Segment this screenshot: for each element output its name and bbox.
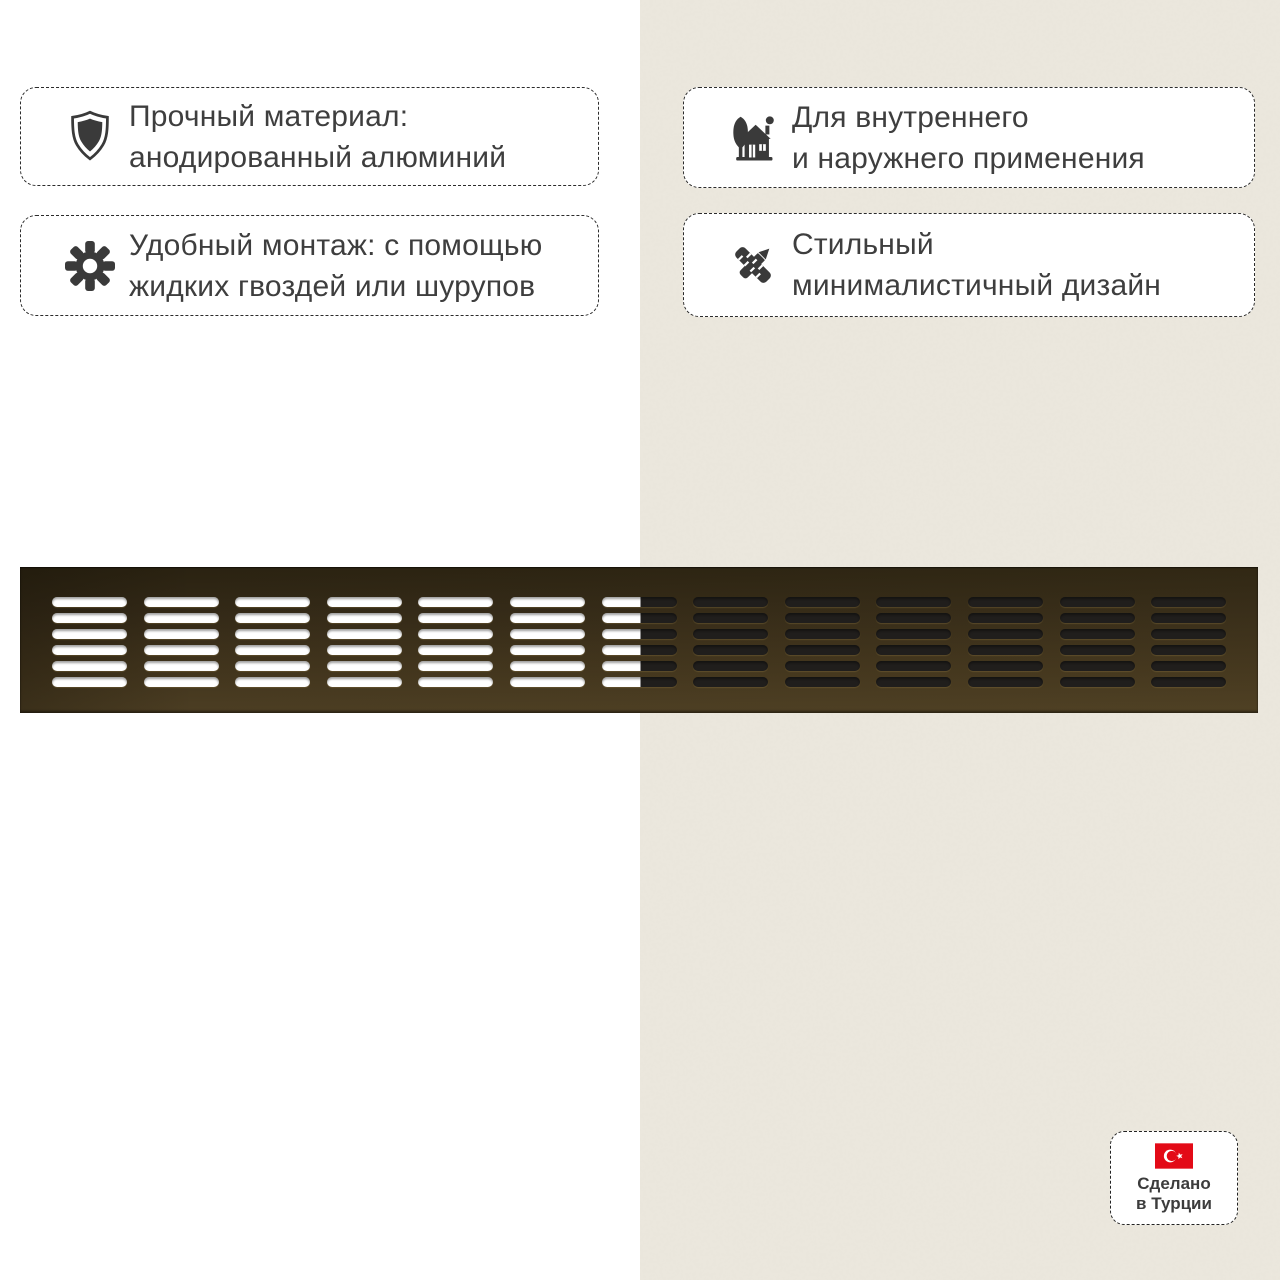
grille-slot	[876, 629, 951, 639]
grille-slot	[327, 645, 402, 655]
grille-slot	[144, 661, 219, 671]
grille-slot	[52, 613, 127, 623]
grille-slot	[327, 629, 402, 639]
grille-slot	[785, 677, 860, 687]
grille-slot	[510, 677, 585, 687]
grille-slot	[876, 661, 951, 671]
grille-slot	[785, 613, 860, 623]
made-in-turkey-badge	[1110, 1131, 1238, 1225]
grille-slot	[144, 645, 219, 655]
grille-slot	[1060, 613, 1135, 623]
grille-slot	[418, 661, 493, 671]
feature-text-line: минималистичный дизайн	[792, 269, 1162, 302]
feature-card-design	[683, 213, 1255, 317]
feature-text-line: Прочный материал:	[129, 99, 409, 133]
grille-slot	[418, 677, 493, 687]
grille-slot	[1151, 677, 1226, 687]
grille-slot	[510, 597, 585, 607]
grille-slot	[52, 645, 127, 655]
grille-slot	[876, 613, 951, 623]
shield-icon	[63, 106, 117, 168]
grille-slot	[693, 629, 768, 639]
grille-slot	[1060, 645, 1135, 655]
grille-slot	[785, 645, 860, 655]
grille-slot	[52, 597, 127, 607]
grille-slot	[235, 597, 310, 607]
feature-card-material	[20, 87, 599, 186]
badge-text-line: в Турции	[1136, 1193, 1212, 1213]
grille-slot	[785, 661, 860, 671]
grille-slot	[785, 597, 860, 607]
grille-slot	[418, 597, 493, 607]
grille-slot	[144, 677, 219, 687]
grille-slot	[602, 629, 677, 639]
grille-slot	[968, 645, 1043, 655]
grille-slot	[52, 677, 127, 687]
feature-text-line: Стильный	[792, 228, 934, 261]
badge-text-line: Сделано	[1137, 1173, 1211, 1193]
grille-slot	[876, 677, 951, 687]
turkey-flag-icon	[1155, 1143, 1193, 1169]
grille-slot	[1060, 661, 1135, 671]
grille-slot	[602, 677, 677, 687]
grille-slot	[235, 677, 310, 687]
feature-card-usage	[683, 87, 1255, 188]
grille-slot	[968, 613, 1043, 623]
grille-slot	[327, 597, 402, 607]
grille-slot	[1060, 629, 1135, 639]
grille-slot	[693, 597, 768, 607]
grille-slot	[876, 597, 951, 607]
grille-slot	[52, 661, 127, 671]
grille-slot	[144, 613, 219, 623]
feature-text-line: и наружнего применения	[792, 141, 1145, 175]
grille-slot	[1151, 597, 1226, 607]
grille-slot	[968, 597, 1043, 607]
grille-slot	[1060, 597, 1135, 607]
grille-slot	[510, 645, 585, 655]
gear-icon	[63, 235, 117, 297]
grille-slot	[968, 677, 1043, 687]
grille-slot	[235, 629, 310, 639]
feature-text-line: жидких гвоздей или шурупов	[129, 269, 536, 303]
grille-slot	[602, 613, 677, 623]
grille-slot	[510, 629, 585, 639]
grille-slot	[235, 645, 310, 655]
feature-text-line: Для внутреннего	[792, 100, 1029, 134]
grille-slot	[327, 661, 402, 671]
grille-slot	[602, 597, 677, 607]
grille-slot	[418, 613, 493, 623]
grille-slot	[1060, 677, 1135, 687]
grille-slot	[235, 661, 310, 671]
grille-slot	[602, 645, 677, 655]
grille-slot	[602, 661, 677, 671]
grille-slot	[785, 629, 860, 639]
grille-slot	[418, 629, 493, 639]
grille-slot	[1151, 661, 1226, 671]
grille-slot	[144, 597, 219, 607]
ventilation-grille-product	[20, 567, 1258, 713]
grille-slot	[52, 629, 127, 639]
grille-slot	[693, 661, 768, 671]
grille-slot	[968, 629, 1043, 639]
feature-text-line: анодированный алюминий	[129, 140, 507, 174]
grille-slot	[876, 645, 951, 655]
grille-slot	[968, 661, 1043, 671]
grille-slot	[693, 645, 768, 655]
house-outdoor-icon	[726, 107, 780, 169]
grille-slot	[418, 645, 493, 655]
feature-card-mounting	[20, 215, 599, 316]
grille-slot	[1151, 613, 1226, 623]
grille-slot	[693, 613, 768, 623]
grille-slot	[510, 613, 585, 623]
pencil-ruler-icon	[726, 234, 780, 296]
grille-slot	[1151, 645, 1226, 655]
grille-slot	[510, 661, 585, 671]
grille-slot	[327, 613, 402, 623]
grille-slot	[327, 677, 402, 687]
grille-slot	[144, 629, 219, 639]
grille-slot	[693, 677, 768, 687]
feature-text-line: Удобный монтаж: с помощью	[129, 228, 543, 262]
grille-slot	[235, 613, 310, 623]
grille-slot	[1151, 629, 1226, 639]
